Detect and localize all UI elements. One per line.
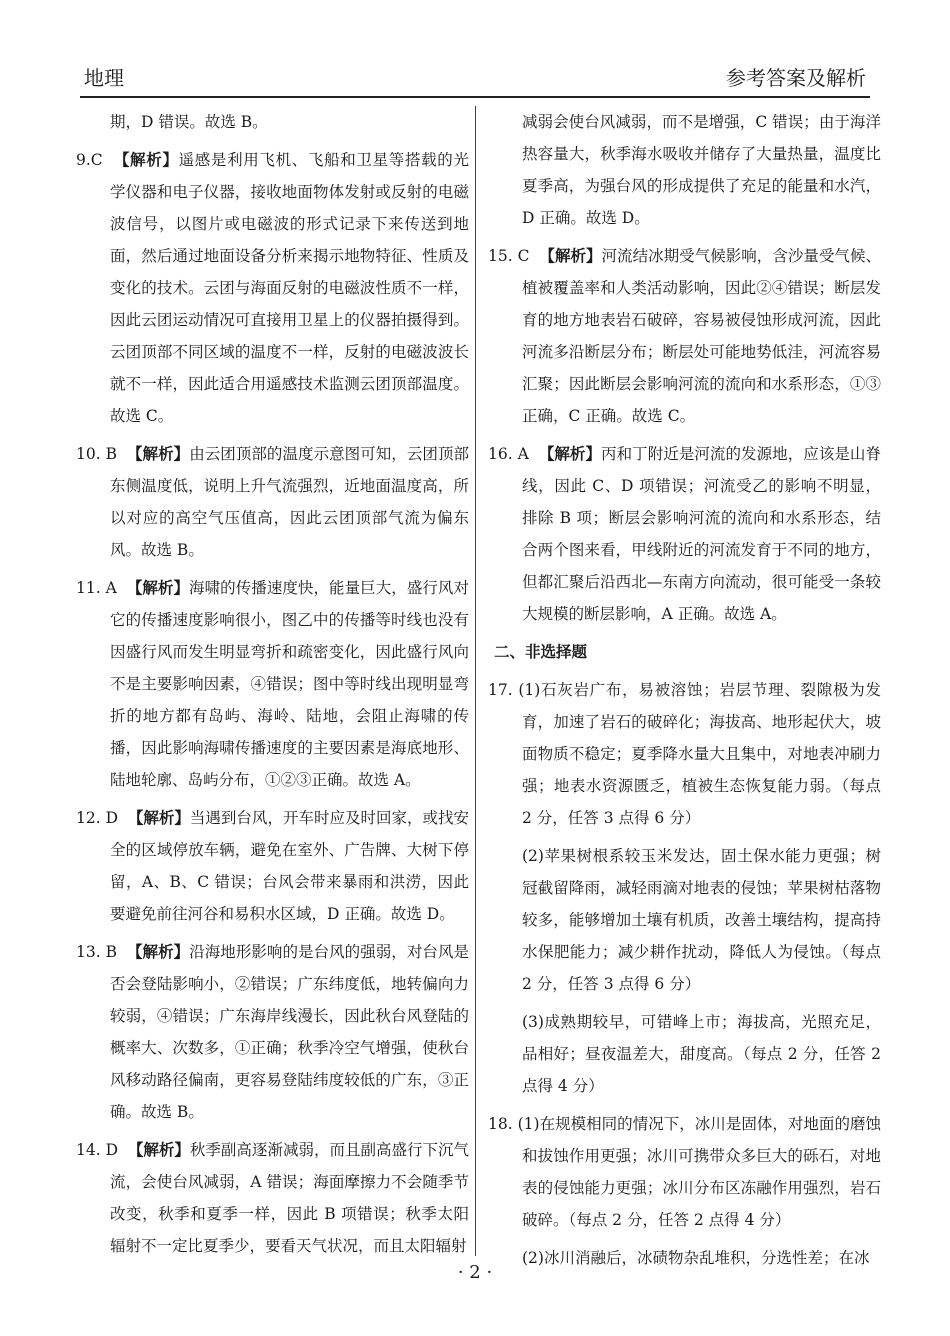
subject-label: 地理 [84, 66, 124, 90]
answer-9: 9.C 【解析】遥感是利用飞机、飞船和卫星等搭载的光学仪器和电子仪器，接收地面物体发射或反射的电磁波信号，以图片或电磁波的形式记录下来传送到地面，然后通过地面设备分析来揭示地物特征、性质及变化的技术。云团与海面反射的电磁波性质不一样，因此云团运动情况可直接用卫星上的仪器拍摄得到。云团顶部不同区域的温度不一样，反射的电磁波波长就不一样，因此适合用遥感技术监测云团顶部温度。故选 C。 [76, 150, 469, 425]
section-title: 二、非选择题 [494, 642, 588, 661]
answer-18: 18. (1)在规模相同的情况下，冰川是固体，对地面的磨蚀和拔蚀作用更强；冰川可携带众多巨大的砾石，对地表的侵蚀能力更强；冰川分布区冻融作用强烈，岩石破碎。（每点 2 分，任答 2 点得 4 分） [488, 1115, 881, 1229]
column-divider [475, 106, 476, 1256]
answer-15: 15. C 【解析】河流结冰期受气候影响，含沙量受气候、植被覆盖率和人类活动影响，因此②④错误；断层发育的地方地表岩石破碎，容易被侵蚀形成河流，因此河流多沿断层分布；断层处可能地势低洼，河流容易汇聚；因此断层会影响河流的流向和水系形态，①③正确，C 正确。故选 C。 [488, 246, 881, 425]
answer-13: 13. B 【解析】沿海地形影响的是台风的强弱，对台风是否会登陆影响小，②错误；广东纬度低，地转偏向力较弱，④错误；广东海岸线漫长，因此秋台风登陆的概率大、次数多，①正确；秋季冷空气增强，使秋台风移动路径偏南，更容易登陆纬度较低的广东，③正确。故选 B。 [76, 942, 469, 1121]
left-column [76, 106, 469, 1268]
answer-10: 10. B 【解析】由云团顶部的温度示意图可知，云团顶部东侧温度低，说明上升气流强烈，近地面温度高，所以对应的高空气压值高，因此云团顶部气流为偏东风。故选 B。 [76, 444, 469, 559]
answer-14-continuation: 减弱会使台风减弱，而不是增强，C 错误；由于海洋热容量大，秋季海水吸收并储存了大量热量，温度比夏季高，为强台风的形成提供了充足的能量和水汽，D 正确。故选 D。 [522, 113, 881, 227]
header-title: 参考答案及解析 [726, 66, 866, 90]
answer-18-part-2: (2)冰川消融后，冰碛物杂乱堆积，分选性差；在冰 [522, 1249, 870, 1267]
page-header [80, 52, 870, 98]
answer-17: 17. (1)石灰岩广布，易被溶蚀；岩层节理、裂隙极为发育，加速了岩石的破碎化；海拔高、地形起伏大，坡面物质不稳定；夏季降水量大且集中，对地表冲刷力强；地表水资源匮乏，植被生态恢复能力弱。（每点 2 分，任答 3 点得 6 分） [488, 681, 881, 827]
answer-17-part-2: (2)苹果树根系较玉米发达，固土保水能力更强；树冠截留降雨，减轻雨滴对地表的侵蚀；苹果树枯落物较多，能够增加土壤有机质，改善土壤结构，提高持水保肥能力；减少耕作扰动，降低人为侵蚀。（每点 2 分，任答 3 点得 6 分） [522, 847, 881, 993]
right-column [488, 106, 881, 1280]
page-number: · 2 · [457, 1262, 493, 1283]
answer-11: 11. A 【解析】海啸的传播速度快，能量巨大，盛行风对它的传播速度影响很小，图乙中的传播等时线也没有因盛行风而发生明显弯折和疏密变化，因此盛行风向不是主要影响因素，④错误；图中等时线出现明显弯折的地方都有岛屿、海岭、陆地，会阻止海啸的传播，因此影响海啸传播速度的主要因素是海底地形、陆地轮廓、岛屿分布，①②③正确。故选 A。 [76, 578, 469, 789]
answer-17-part-3: (3)成熟期较早，可错峰上市；海拔高，光照充足，品相好；昼夜温差大，甜度高。（每点 2 分，任答 2 点得 4 分） [522, 1013, 881, 1095]
answer-14: 14. D 【解析】秋季副高逐渐减弱，而且副高盛行下沉气流，会使台风减弱，A 错误；海面摩擦力不会随季节改变，秋季和夏季一样，因此 B 项错误；秋季太阳辐射不一定比夏季少，要看天气状况，而且太阳辐射 [76, 1140, 469, 1255]
answer-16: 16. A 【解析】丙和丁附近是河流的发源地，应该是山脊线，因此 C、D 项错误；河流受乙的影响不明显，排除 B 项；断层会影响河流的流向和水系形态，结合两个图来看，甲线附近的河流发育于不同的地方，但都汇聚后沿西北—东南方向流动，很可能受一条较大规模的断层影响，A 正确。故选 A。 [488, 444, 881, 623]
answer-continuation: 期，D 错误。故选 B。 [110, 113, 268, 131]
answer-12: 12. D 【解析】当遇到台风，开车时应及时回家，或找安全的区域停放车辆，避免在室外、广告牌、大树下停留，A、B、C 错误；台风会带来暴雨和洪涝，因此要避免前往河谷和易积水区域，D 正确。故选 D。 [76, 808, 469, 923]
